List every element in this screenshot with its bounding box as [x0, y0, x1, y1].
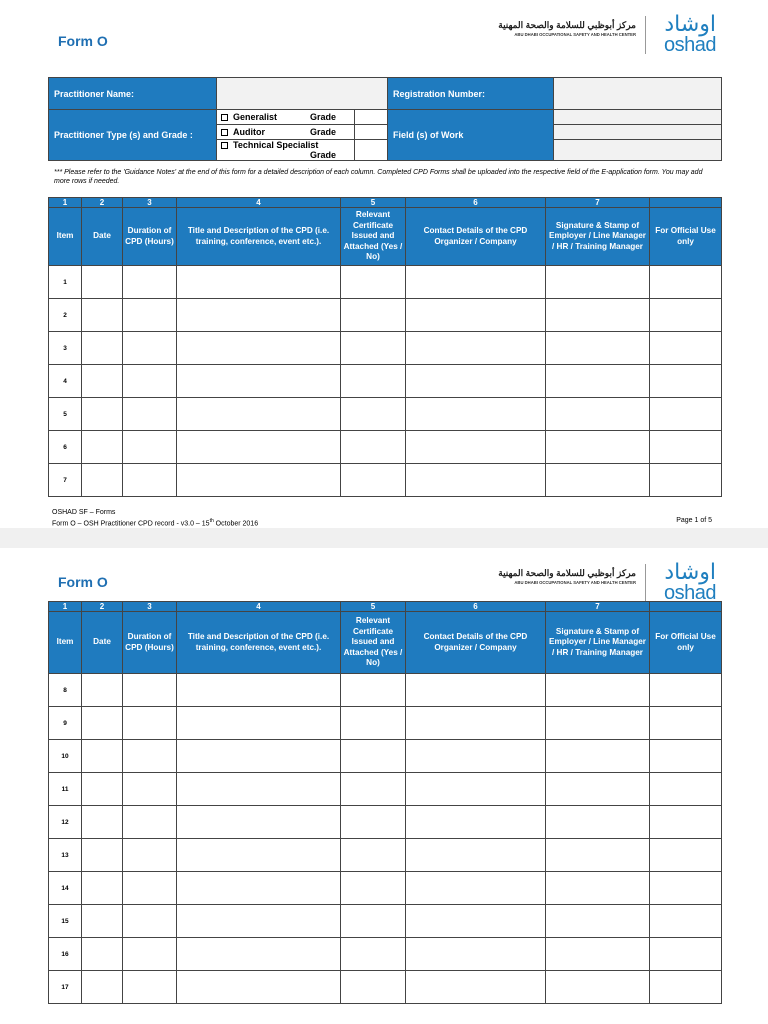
auditor-checkbox[interactable]	[221, 129, 228, 136]
cell-certificate[interactable]	[341, 365, 406, 398]
cell-certificate[interactable]	[341, 431, 406, 464]
column-header-official: For Official Use only	[650, 208, 722, 266]
column-number-certificate: 5	[341, 198, 406, 208]
cell-contact[interactable]	[406, 266, 546, 299]
column-header-signature: Signature & Stamp of Employer / Line Manager / HR / Training Manager	[546, 612, 650, 674]
cell-contact[interactable]	[406, 332, 546, 365]
cell-official[interactable]	[650, 938, 722, 971]
column-header-item: Item	[49, 612, 82, 674]
cell-signature[interactable]	[546, 674, 650, 707]
row-item-number: 5	[49, 398, 82, 431]
row-item-number: 11	[49, 773, 82, 806]
cell-duration[interactable]	[123, 332, 177, 365]
table-row	[49, 266, 722, 299]
cell-contact[interactable]	[406, 299, 546, 332]
logo-arabic-name: مركز أبوظبي للسلامة والصحة المهنية	[498, 568, 636, 578]
cell-title[interactable]	[177, 839, 341, 872]
column-number-date: 2	[82, 602, 123, 612]
row-item-number: 14	[49, 872, 82, 905]
column-header-contact: Contact Details of the CPD Organizer / Company	[406, 208, 546, 266]
field-of-work-field-1[interactable]	[554, 110, 722, 125]
cell-signature[interactable]	[546, 707, 650, 740]
column-number-signature: 7	[546, 198, 650, 208]
cell-title[interactable]	[177, 365, 341, 398]
table-row	[49, 398, 722, 431]
footer	[52, 508, 258, 528]
type-option-auditor[interactable]	[217, 125, 355, 140]
cell-date[interactable]	[82, 773, 123, 806]
form-title: Form O	[58, 33, 108, 49]
cell-contact[interactable]	[406, 905, 546, 938]
cell-contact[interactable]	[406, 839, 546, 872]
row-item-number: 8	[49, 674, 82, 707]
grade-label: Grade	[309, 112, 336, 122]
row-item-number: 16	[49, 938, 82, 971]
cell-certificate[interactable]	[341, 806, 406, 839]
cell-title[interactable]	[177, 398, 341, 431]
cell-certificate[interactable]	[341, 332, 406, 365]
footer-line-1: OSHAD SF – Forms	[52, 509, 116, 516]
table-row	[49, 971, 722, 1004]
column-number-title: 4	[177, 198, 341, 208]
column-header-duration: Duration of CPD (Hours)	[123, 612, 177, 674]
field-of-work-field-2[interactable]	[554, 125, 722, 140]
column-number-row	[49, 198, 722, 208]
cell-official[interactable]	[650, 266, 722, 299]
cell-official[interactable]	[650, 299, 722, 332]
practitioner-type-label: Practitioner Type (s) and Grade :	[49, 110, 217, 161]
cell-official[interactable]	[650, 905, 722, 938]
generalist-checkbox[interactable]	[221, 114, 228, 121]
cell-date[interactable]	[82, 905, 123, 938]
cell-official[interactable]	[650, 707, 722, 740]
cell-title[interactable]	[177, 740, 341, 773]
cell-official[interactable]	[650, 839, 722, 872]
table-row	[49, 674, 722, 707]
column-number-official	[650, 198, 722, 208]
cell-date[interactable]	[82, 266, 123, 299]
table-row	[49, 905, 722, 938]
row-item-number: 13	[49, 839, 82, 872]
cell-signature[interactable]	[546, 839, 650, 872]
practitioner-name-label: Practitioner Name:	[49, 78, 217, 110]
cell-duration[interactable]	[123, 464, 177, 497]
row-item-number: 6	[49, 431, 82, 464]
column-header-official: For Official Use only	[650, 612, 722, 674]
grade-label: Grade	[309, 127, 336, 137]
cell-official[interactable]	[650, 971, 722, 1004]
cell-title[interactable]	[177, 464, 341, 497]
row-item-number: 9	[49, 707, 82, 740]
cell-official[interactable]	[650, 464, 722, 497]
practitioner-name-field[interactable]	[217, 78, 388, 110]
cell-signature[interactable]	[546, 431, 650, 464]
cell-date[interactable]	[82, 938, 123, 971]
row-item-number: 4	[49, 365, 82, 398]
table-row	[49, 938, 722, 971]
cpd-table-page-2	[48, 601, 722, 1004]
column-number-item: 1	[49, 602, 82, 612]
logo-mark-arabic: اوشاد	[664, 560, 716, 585]
technical-specialist-checkbox[interactable]	[221, 142, 228, 149]
column-header-duration: Duration of CPD (Hours)	[123, 208, 177, 266]
cell-date[interactable]	[82, 299, 123, 332]
guidance-note: *** Please refer to the 'Guidance Notes' at the end of this form for a detailed description of each column. Completed CPD Forms shall be uploaded into the respective field of the E-application form. You may add more rows if needed.	[54, 169, 703, 185]
cell-title[interactable]	[177, 707, 341, 740]
cell-official[interactable]	[650, 806, 722, 839]
column-header-title: Title and Description of the CPD (i.e. training, conference, event etc.).	[177, 612, 341, 674]
column-number-signature: 7	[546, 602, 650, 612]
cell-signature[interactable]	[546, 299, 650, 332]
logo-divider	[645, 564, 646, 602]
cell-duration[interactable]	[123, 806, 177, 839]
column-header-certificate: Relevant Certificate Issued and Attached (Yes / No)	[341, 612, 406, 674]
cell-duration[interactable]	[123, 839, 177, 872]
column-number-contact: 6	[406, 602, 546, 612]
cell-duration[interactable]	[123, 872, 177, 905]
column-header-date: Date	[82, 612, 123, 674]
field-of-work-field-3[interactable]	[554, 140, 722, 161]
cell-title[interactable]	[177, 332, 341, 365]
cell-signature[interactable]	[546, 365, 650, 398]
cell-signature[interactable]	[546, 806, 650, 839]
cell-certificate[interactable]	[341, 905, 406, 938]
row-item-number: 2	[49, 299, 82, 332]
cell-official[interactable]	[650, 740, 722, 773]
cell-contact[interactable]	[406, 431, 546, 464]
cell-duration[interactable]	[123, 299, 177, 332]
cell-certificate[interactable]	[341, 299, 406, 332]
cell-contact[interactable]	[406, 674, 546, 707]
logo-mark-english: oshad	[664, 34, 716, 56]
cell-title[interactable]	[177, 905, 341, 938]
cell-title[interactable]	[177, 299, 341, 332]
cell-date[interactable]	[82, 872, 123, 905]
cell-duration[interactable]	[123, 674, 177, 707]
cell-signature[interactable]	[546, 740, 650, 773]
cell-certificate[interactable]	[341, 971, 406, 1004]
logo-mark-arabic: اوشاد	[664, 12, 716, 37]
logo-mark-english: oshad	[664, 582, 716, 604]
column-header-date: Date	[82, 208, 123, 266]
cell-duration[interactable]	[123, 740, 177, 773]
cell-signature[interactable]	[546, 266, 650, 299]
cell-signature[interactable]	[546, 773, 650, 806]
technical-specialist-label: Technical Specialist	[233, 140, 319, 150]
cell-duration[interactable]	[123, 938, 177, 971]
cell-date[interactable]	[82, 806, 123, 839]
registration-number-field[interactable]	[554, 78, 722, 110]
cell-date[interactable]	[82, 740, 123, 773]
cell-certificate[interactable]	[341, 266, 406, 299]
cell-official[interactable]	[650, 872, 722, 905]
cell-title[interactable]	[177, 806, 341, 839]
table-row	[49, 872, 722, 905]
cell-certificate[interactable]	[341, 464, 406, 497]
practitioner-info-table	[48, 77, 722, 161]
column-number-date: 2	[82, 198, 123, 208]
cell-title[interactable]	[177, 938, 341, 971]
table-row	[49, 464, 722, 497]
cell-certificate[interactable]	[341, 773, 406, 806]
row-item-number: 3	[49, 332, 82, 365]
table-row	[49, 806, 722, 839]
table-row	[49, 365, 722, 398]
auditor-label: Auditor	[233, 127, 265, 137]
cell-duration[interactable]	[123, 707, 177, 740]
type-option-generalist[interactable]	[217, 110, 355, 125]
cpd-table-page-1	[48, 197, 722, 497]
page-number: Page 1 of 5	[676, 517, 712, 524]
cell-certificate[interactable]	[341, 872, 406, 905]
cell-contact[interactable]	[406, 464, 546, 497]
cell-contact[interactable]	[406, 740, 546, 773]
cell-date[interactable]	[82, 431, 123, 464]
form-page-2	[0, 548, 768, 1024]
row-item-number: 15	[49, 905, 82, 938]
cell-certificate[interactable]	[341, 707, 406, 740]
cell-certificate[interactable]	[341, 938, 406, 971]
cell-title[interactable]	[177, 431, 341, 464]
table-row	[49, 332, 722, 365]
oshad-logo	[468, 12, 718, 60]
technical-specialist-grade-field[interactable]	[355, 140, 388, 161]
column-number-duration: 3	[123, 602, 177, 612]
column-number-duration: 3	[123, 198, 177, 208]
cell-title[interactable]	[177, 872, 341, 905]
cell-contact[interactable]	[406, 707, 546, 740]
form-title: Form O	[58, 574, 108, 590]
registration-number-label: Registration Number:	[388, 78, 554, 110]
cell-date[interactable]	[82, 332, 123, 365]
cell-certificate[interactable]	[341, 740, 406, 773]
logo-divider	[645, 16, 646, 54]
cell-certificate[interactable]	[341, 674, 406, 707]
column-number-certificate: 5	[341, 602, 406, 612]
cell-duration[interactable]	[123, 365, 177, 398]
cell-duration[interactable]	[123, 398, 177, 431]
cell-contact[interactable]	[406, 398, 546, 431]
cell-title[interactable]	[177, 674, 341, 707]
cell-contact[interactable]	[406, 971, 546, 1004]
cell-date[interactable]	[82, 971, 123, 1004]
type-option-technical-specialist[interactable]	[217, 140, 355, 161]
column-number-contact: 6	[406, 198, 546, 208]
cell-title[interactable]	[177, 971, 341, 1004]
table-row	[49, 773, 722, 806]
row-item-number: 1	[49, 266, 82, 299]
field-of-work-label: Field (s) of Work	[388, 110, 554, 161]
cell-date[interactable]	[82, 707, 123, 740]
cell-signature[interactable]	[546, 938, 650, 971]
cell-signature[interactable]	[546, 398, 650, 431]
table-row	[49, 707, 722, 740]
cell-date[interactable]	[82, 674, 123, 707]
row-item-number: 7	[49, 464, 82, 497]
column-number-title: 4	[177, 602, 341, 612]
column-header-contact: Contact Details of the CPD Organizer / Company	[406, 612, 546, 674]
cell-contact[interactable]	[406, 938, 546, 971]
cell-contact[interactable]	[406, 872, 546, 905]
logo-arabic-name: مركز أبوظبي للسلامة والصحة المهنية	[498, 20, 636, 30]
cell-date[interactable]	[82, 464, 123, 497]
column-header-item: Item	[49, 208, 82, 266]
cell-signature[interactable]	[546, 971, 650, 1004]
cell-contact[interactable]	[406, 365, 546, 398]
cell-date[interactable]	[82, 839, 123, 872]
cell-official[interactable]	[650, 431, 722, 464]
table-row	[49, 740, 722, 773]
cell-official[interactable]	[650, 674, 722, 707]
row-item-number: 17	[49, 971, 82, 1004]
auditor-grade-field[interactable]	[355, 125, 388, 140]
cell-contact[interactable]	[406, 806, 546, 839]
column-header-row	[49, 612, 722, 674]
column-number-item: 1	[49, 198, 82, 208]
cell-official[interactable]	[650, 773, 722, 806]
table-row	[49, 839, 722, 872]
cell-official[interactable]	[650, 332, 722, 365]
cell-official[interactable]	[650, 398, 722, 431]
cell-duration[interactable]	[123, 431, 177, 464]
cell-duration[interactable]	[123, 266, 177, 299]
cell-certificate[interactable]	[341, 839, 406, 872]
column-number-official	[650, 602, 722, 612]
cell-date[interactable]	[82, 398, 123, 431]
cell-duration[interactable]	[123, 905, 177, 938]
row-item-number: 12	[49, 806, 82, 839]
cell-official[interactable]	[650, 365, 722, 398]
cell-signature[interactable]	[546, 905, 650, 938]
grade-label: Grade	[309, 150, 336, 160]
cell-title[interactable]	[177, 266, 341, 299]
table-row	[49, 431, 722, 464]
logo-english-name: ABU DHABI OCCUPATIONAL SAFETY AND HEALTH CENTER	[514, 32, 636, 37]
cell-title[interactable]	[177, 773, 341, 806]
cell-certificate[interactable]	[341, 398, 406, 431]
column-header-certificate: Relevant Certificate Issued and Attached (Yes / No)	[341, 208, 406, 266]
logo-english-name: ABU DHABI OCCUPATIONAL SAFETY AND HEALTH CENTER	[514, 580, 636, 585]
footer-line-2: Form O – OSH Practitioner CPD record - v3.0 – 15th October 2016	[52, 518, 259, 528]
cell-duration[interactable]	[123, 971, 177, 1004]
cell-date[interactable]	[82, 365, 123, 398]
row-item-number: 10	[49, 740, 82, 773]
cell-contact[interactable]	[406, 773, 546, 806]
cell-signature[interactable]	[546, 332, 650, 365]
cell-signature[interactable]	[546, 872, 650, 905]
column-header-title: Title and Description of the CPD (i.e. training, conference, event etc.).	[177, 208, 341, 266]
column-header-signature: Signature & Stamp of Employer / Line Manager / HR / Training Manager	[546, 208, 650, 266]
column-number-row	[49, 602, 722, 612]
table-row	[49, 299, 722, 332]
generalist-label: Generalist	[233, 112, 278, 122]
cell-signature[interactable]	[546, 464, 650, 497]
cell-duration[interactable]	[123, 773, 177, 806]
generalist-grade-field[interactable]	[355, 110, 388, 125]
column-header-row	[49, 208, 722, 266]
